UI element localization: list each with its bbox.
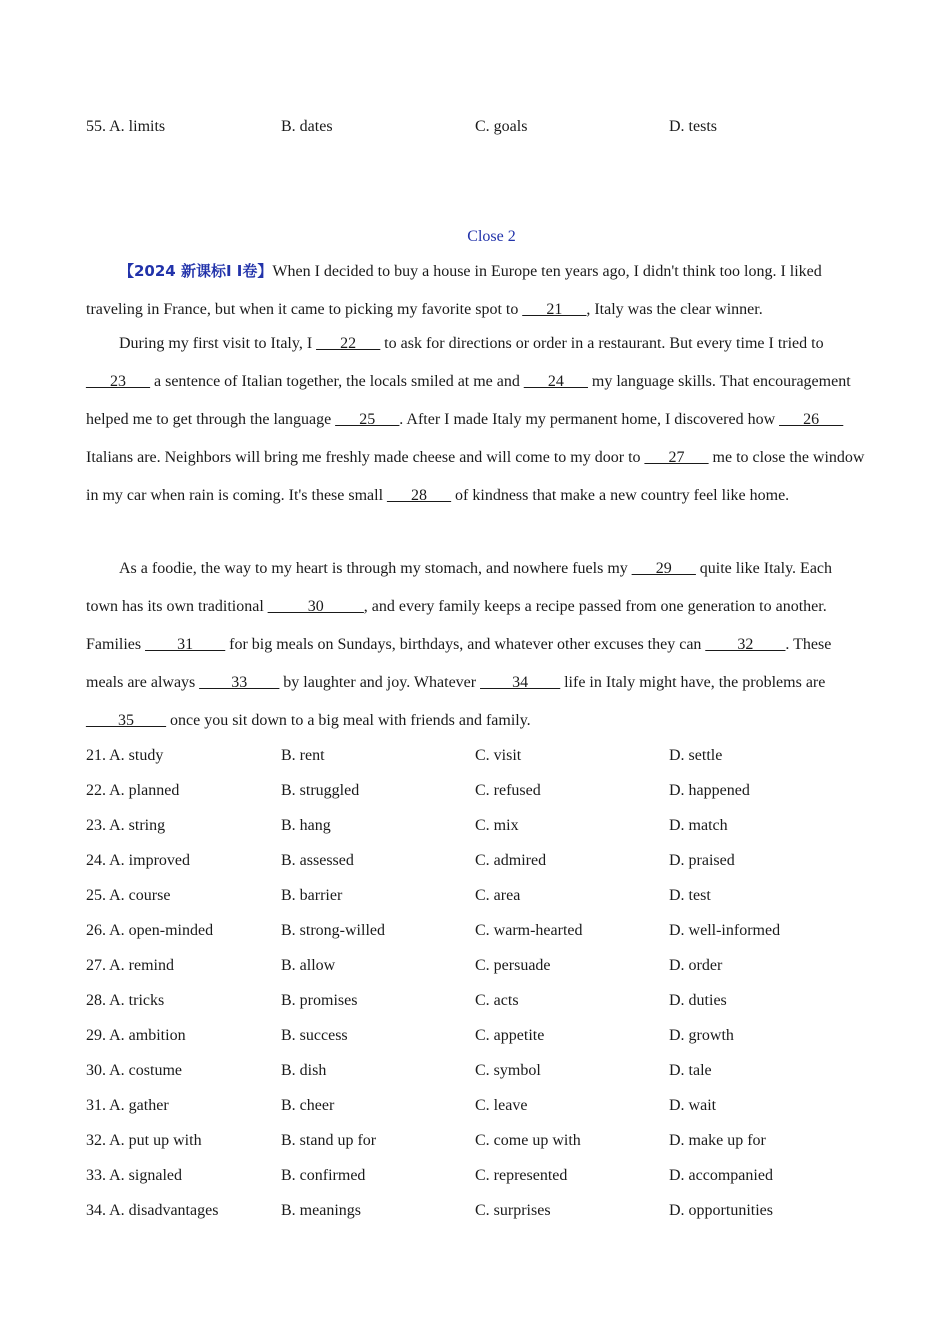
option-d: D. tale	[669, 1062, 712, 1079]
blank-35: ____35____	[86, 712, 166, 729]
blank-29: ___29___	[631, 560, 696, 577]
option-d: D. accompanied	[669, 1167, 773, 1184]
option-d: D. praised	[669, 852, 735, 869]
blank-28: ___28___	[387, 487, 452, 504]
option-c: C. visit	[475, 747, 522, 764]
question-55-option-c: C. goals	[475, 118, 528, 135]
passage-text: a sentence of Italian together, the locals smiled at me and	[150, 373, 524, 390]
option-c: C. refused	[475, 782, 541, 799]
option-b: B. stand up for	[281, 1132, 377, 1149]
option-d: D. make up for	[669, 1132, 766, 1149]
passage-text: for big meals on Sundays, birthdays, and whatever other excuses they can	[225, 636, 706, 653]
passage-text: Italians are. Neighbors will bring me freshly made cheese and will come to my door to	[86, 449, 645, 466]
passage-text: once you sit down to a big meal with friends and family.	[166, 712, 531, 729]
option-c: C. appetite	[475, 1027, 545, 1044]
option-d: D. opportunities	[669, 1202, 773, 1219]
option-b: B. strong-willed	[281, 922, 385, 939]
option-c: C. admired	[475, 852, 547, 869]
option-a: 24. A. improved	[86, 852, 190, 869]
passage-text: , Italy was the clear winner.	[586, 301, 763, 318]
question-29-row	[86, 1024, 866, 1048]
question-28-row	[86, 989, 866, 1013]
blank-25: ___25___	[335, 411, 400, 428]
question-25-row	[86, 884, 866, 908]
question-32-row	[86, 1129, 866, 1153]
option-d: D. well-informed	[669, 922, 781, 939]
passage-text: . After I made Italy my permanent home, I discovered how	[399, 411, 780, 428]
option-b: B. promises	[281, 992, 358, 1009]
question-30-row	[86, 1059, 866, 1083]
passage-text: . These meals are always	[86, 636, 832, 691]
option-d: D. happened	[669, 782, 750, 799]
option-b: B. hang	[281, 817, 331, 834]
option-c: C. represented	[475, 1167, 568, 1184]
option-b: B. struggled	[281, 782, 360, 799]
option-c: C. surprises	[475, 1202, 551, 1219]
passage-paragraph-2	[86, 325, 866, 515]
blank-33: ____33____	[199, 674, 280, 691]
question-55-option-b: B. dates	[281, 118, 333, 135]
option-c: C. warm-hearted	[475, 922, 583, 939]
option-c: C. leave	[475, 1097, 528, 1114]
passage-text: my language skills. That encouragement helped me to get through the language	[86, 373, 851, 428]
option-a: 31. A. gather	[86, 1097, 169, 1114]
option-d: D. test	[669, 887, 711, 904]
option-c: C. mix	[475, 817, 519, 834]
blank-31: ____31____	[145, 636, 226, 653]
option-a: 29. A. ambition	[86, 1027, 186, 1044]
option-c: C. come up with	[475, 1132, 581, 1149]
option-b: B. meanings	[281, 1202, 361, 1219]
option-a: 27. A. remind	[86, 957, 174, 974]
passage-text: of kindness that make a new country feel like home.	[451, 487, 790, 504]
source-tag: 【2024 新课标Ⅰ Ⅰ卷】	[119, 262, 273, 280]
option-a: 26. A. open-minded	[86, 922, 214, 939]
question-22-row	[86, 779, 866, 803]
blank-27: ___27___	[644, 449, 709, 466]
passage-text: me to close the window in my car when rain is coming. It's these small	[86, 449, 865, 504]
option-b: B. barrier	[281, 887, 343, 904]
blank-21: ___21___	[522, 301, 587, 318]
question-31-row	[86, 1094, 866, 1118]
option-c: C. symbol	[475, 1062, 541, 1079]
question-55-option-a: 55. A. limits	[86, 118, 166, 135]
option-a: 21. A. study	[86, 747, 164, 764]
blank-22: ___22___	[316, 335, 381, 352]
blank-30: _____30_____	[267, 598, 364, 615]
option-c: C. area	[475, 887, 521, 904]
option-a: 25. A. course	[86, 887, 171, 904]
option-c: C. persuade	[475, 957, 551, 974]
question-21-row	[86, 744, 866, 768]
passage-paragraph-3	[86, 550, 866, 740]
question-33-row	[86, 1164, 866, 1188]
option-a: 28. A. tricks	[86, 992, 165, 1009]
option-d: D. growth	[669, 1027, 734, 1044]
option-d: D. wait	[669, 1097, 717, 1114]
option-a: 30. A. costume	[86, 1062, 182, 1079]
passage-text: by laughter and joy. Whatever	[279, 674, 481, 691]
blank-23: ___23___	[86, 373, 150, 390]
option-d: D. match	[669, 817, 728, 834]
passage-text: As a foodie, the way to my heart is through my stomach, and nowhere fuels my	[119, 560, 632, 577]
option-d: D. duties	[669, 992, 727, 1009]
blank-32: ____32____	[705, 636, 786, 653]
passage-paragraph-1	[86, 252, 866, 329]
section-title: Close 2	[467, 228, 516, 245]
option-a: 34. A. disadvantages	[86, 1202, 219, 1219]
option-d: D. settle	[669, 747, 723, 764]
passage-text: to ask for directions or order in a restaurant. But every time I tried to	[380, 335, 824, 352]
option-a: 32. A. put up with	[86, 1132, 202, 1149]
question-55-option-d: D. tests	[669, 118, 717, 135]
option-a: 33. A. signaled	[86, 1167, 182, 1184]
blank-24: ___24___	[523, 373, 588, 390]
option-b: B. cheer	[281, 1097, 335, 1114]
blank-26: ___26___	[779, 411, 844, 428]
blank-34: ____34____	[480, 674, 561, 691]
question-27-row	[86, 954, 866, 978]
option-d: D. order	[669, 957, 723, 974]
passage-text: quite like Italy. Each town has its own traditional	[86, 560, 833, 615]
option-c: C. acts	[475, 992, 519, 1009]
question-55-row	[86, 115, 866, 139]
question-24-row	[86, 849, 866, 873]
option-a: 22. A. planned	[86, 782, 180, 799]
passage-text: During my first visit to Italy, I	[119, 335, 317, 352]
question-34-row	[86, 1199, 866, 1223]
option-b: B. rent	[281, 747, 325, 764]
option-b: B. success	[281, 1027, 348, 1044]
option-b: B. confirmed	[281, 1167, 366, 1184]
option-b: B. allow	[281, 957, 336, 974]
passage-text: life in Italy might have, the problems are	[560, 674, 826, 691]
question-23-row	[86, 814, 866, 838]
option-a: 23. A. string	[86, 817, 166, 834]
question-26-row	[86, 919, 866, 943]
passage-text: When I decided to buy a house in Europe ten years ago, I didn't think too long. I liked traveling in France, but when it came to picking my favorite spot to	[86, 263, 822, 318]
passage-text: , and every family keeps a recipe passed from one generation to another. Families	[86, 598, 827, 653]
option-b: B. dish	[281, 1062, 327, 1079]
option-b: B. assessed	[281, 852, 354, 869]
